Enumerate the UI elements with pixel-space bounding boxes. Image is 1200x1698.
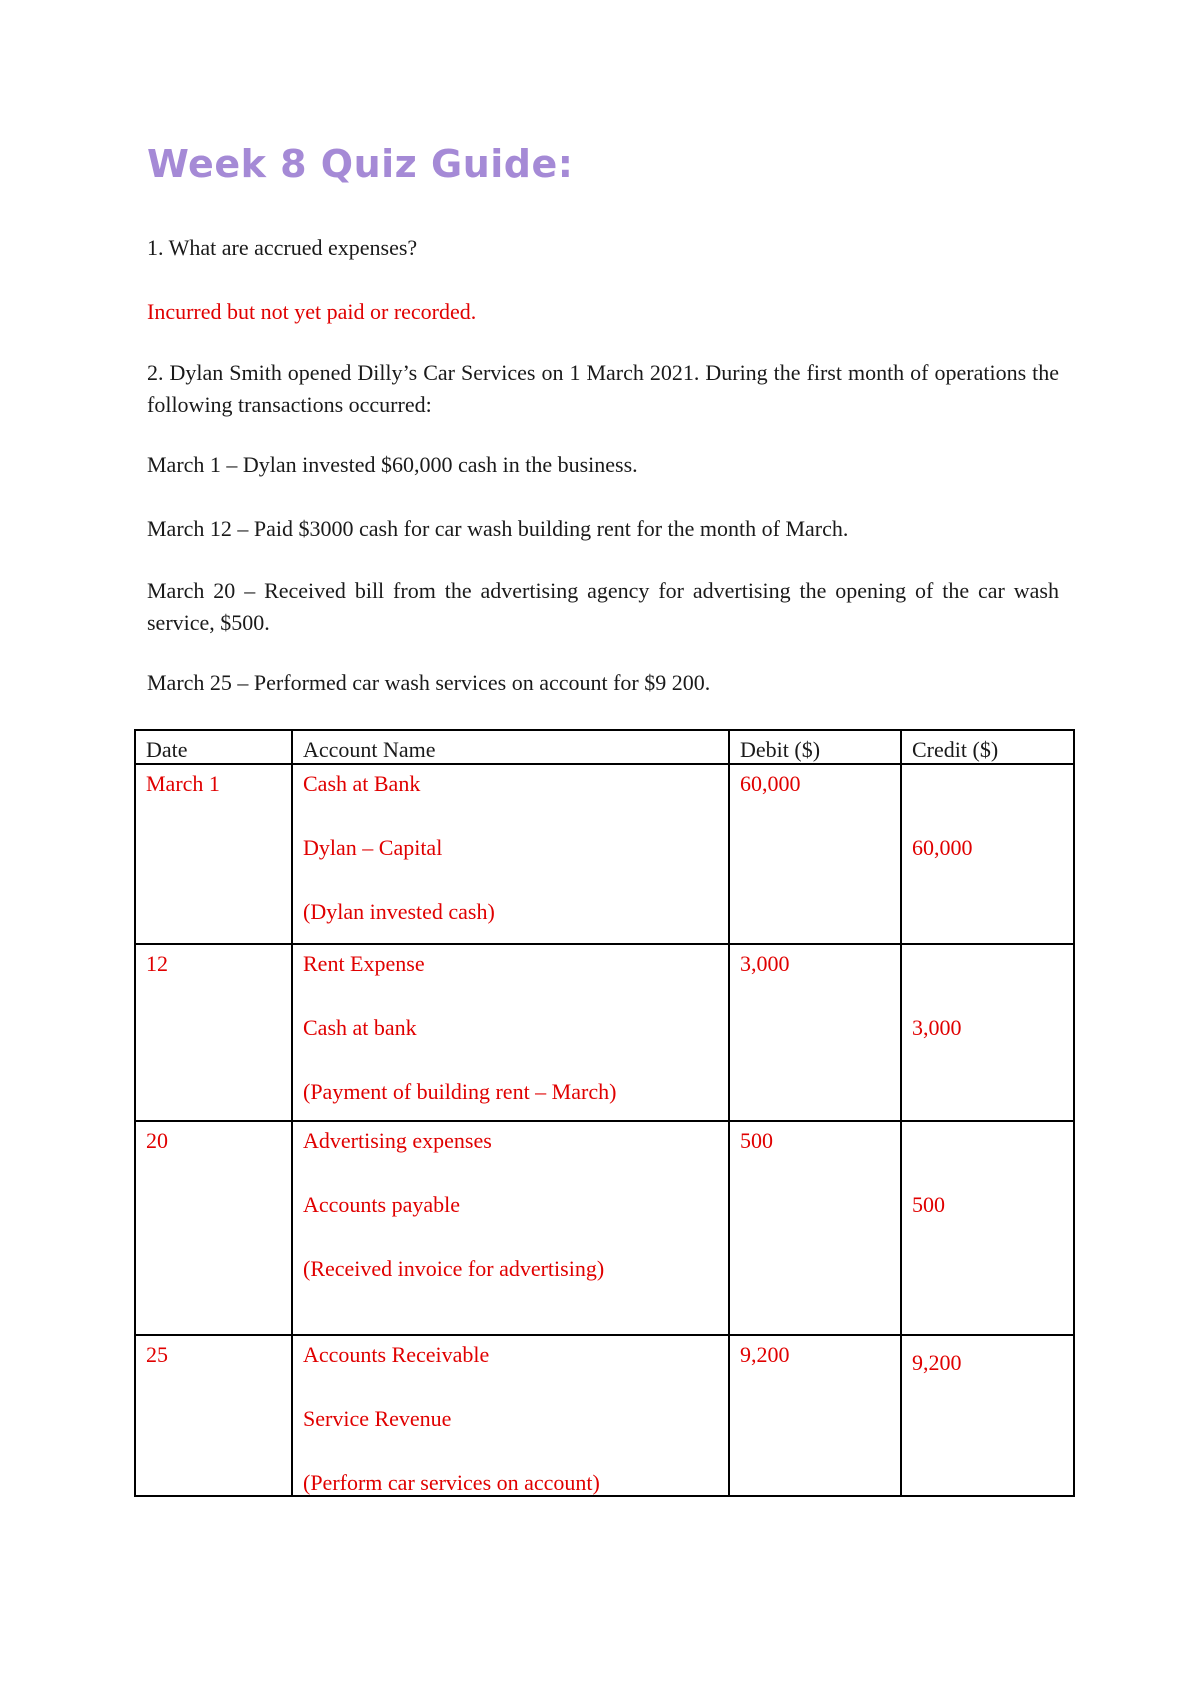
page-title: Week 8 Quiz Guide: (147, 142, 574, 186)
entry-date-text: 20 (146, 1128, 168, 1153)
entry-debit (729, 1121, 901, 1335)
debit-amount: 60,000 (740, 771, 801, 796)
journal-row (135, 1121, 1074, 1335)
credit-account: Accounts payable (303, 1192, 460, 1217)
credit-account: Dylan – Capital (303, 835, 443, 860)
entry-accounts (292, 764, 729, 944)
debit-account: Advertising expenses (303, 1128, 492, 1153)
question-1: 1. What are accrued expenses? (147, 235, 418, 260)
credit-amount: 60,000 (912, 835, 973, 860)
entry-debit (729, 1335, 901, 1496)
debit-amount: 9,200 (740, 1342, 790, 1367)
journal-table (134, 729, 1075, 1497)
transaction-1: March 1 – Dylan invested $60,000 cash in the business. (147, 452, 638, 477)
entry-date-text: 12 (146, 951, 168, 976)
credit-account: Cash at bank (303, 1015, 417, 1040)
journal-row (135, 1335, 1074, 1496)
transaction-3: March 20 – Received bill from the advertising agency for advertising the opening of the car wash service, $500. (147, 578, 1059, 635)
column-header-account-name: Account Name (292, 730, 729, 764)
entry-date-text: March 1 (146, 771, 220, 796)
column-header-credit: Credit ($) (901, 730, 1074, 764)
journal-header-row (135, 730, 1074, 764)
entry-accounts (292, 944, 729, 1121)
transaction-4: March 25 – Performed car wash services on account for $9 200. (147, 670, 711, 695)
entry-accounts (292, 1335, 729, 1496)
column-header-date: Date (135, 730, 292, 764)
entry-credit (901, 1335, 1074, 1496)
entry-credit (901, 1121, 1074, 1335)
credit-amount: 9,200 (912, 1350, 962, 1375)
credit-amount: 500 (912, 1192, 945, 1217)
entry-debit (729, 944, 901, 1121)
debit-account: Rent Expense (303, 951, 425, 976)
entry-date-text: 25 (146, 1342, 168, 1367)
entry-credit (901, 764, 1074, 944)
debit-amount: 3,000 (740, 951, 790, 976)
entry-date (135, 1335, 292, 1496)
entry-accounts (292, 1121, 729, 1335)
debit-amount: 500 (740, 1128, 773, 1153)
narration: (Payment of building rent – March) (303, 1079, 617, 1104)
question-2: 2. Dylan Smith opened Dilly’s Car Services on 1 March 2021. During the first month of operations the following transactions occurred: (147, 360, 1059, 417)
transaction-2: March 12 – Paid $3000 cash for car wash building rent for the month of March. (147, 516, 849, 541)
entry-credit (901, 944, 1074, 1121)
entry-date (135, 764, 292, 944)
credit-account: Service Revenue (303, 1406, 452, 1431)
debit-account: Accounts Receivable (303, 1342, 490, 1367)
narration: (Dylan invested cash) (303, 899, 495, 924)
credit-amount: 3,000 (912, 1015, 962, 1040)
journal-row (135, 944, 1074, 1121)
answer-1: Incurred but not yet paid or recorded. (147, 299, 477, 324)
column-header-debit: Debit ($) (729, 730, 901, 764)
journal-row (135, 764, 1074, 944)
narration: (Received invoice for advertising) (303, 1256, 605, 1281)
entry-debit (729, 764, 901, 944)
debit-account: Cash at Bank (303, 771, 421, 796)
entry-date (135, 944, 292, 1121)
entry-date (135, 1121, 292, 1335)
narration: (Perform car services on account) (303, 1470, 600, 1495)
